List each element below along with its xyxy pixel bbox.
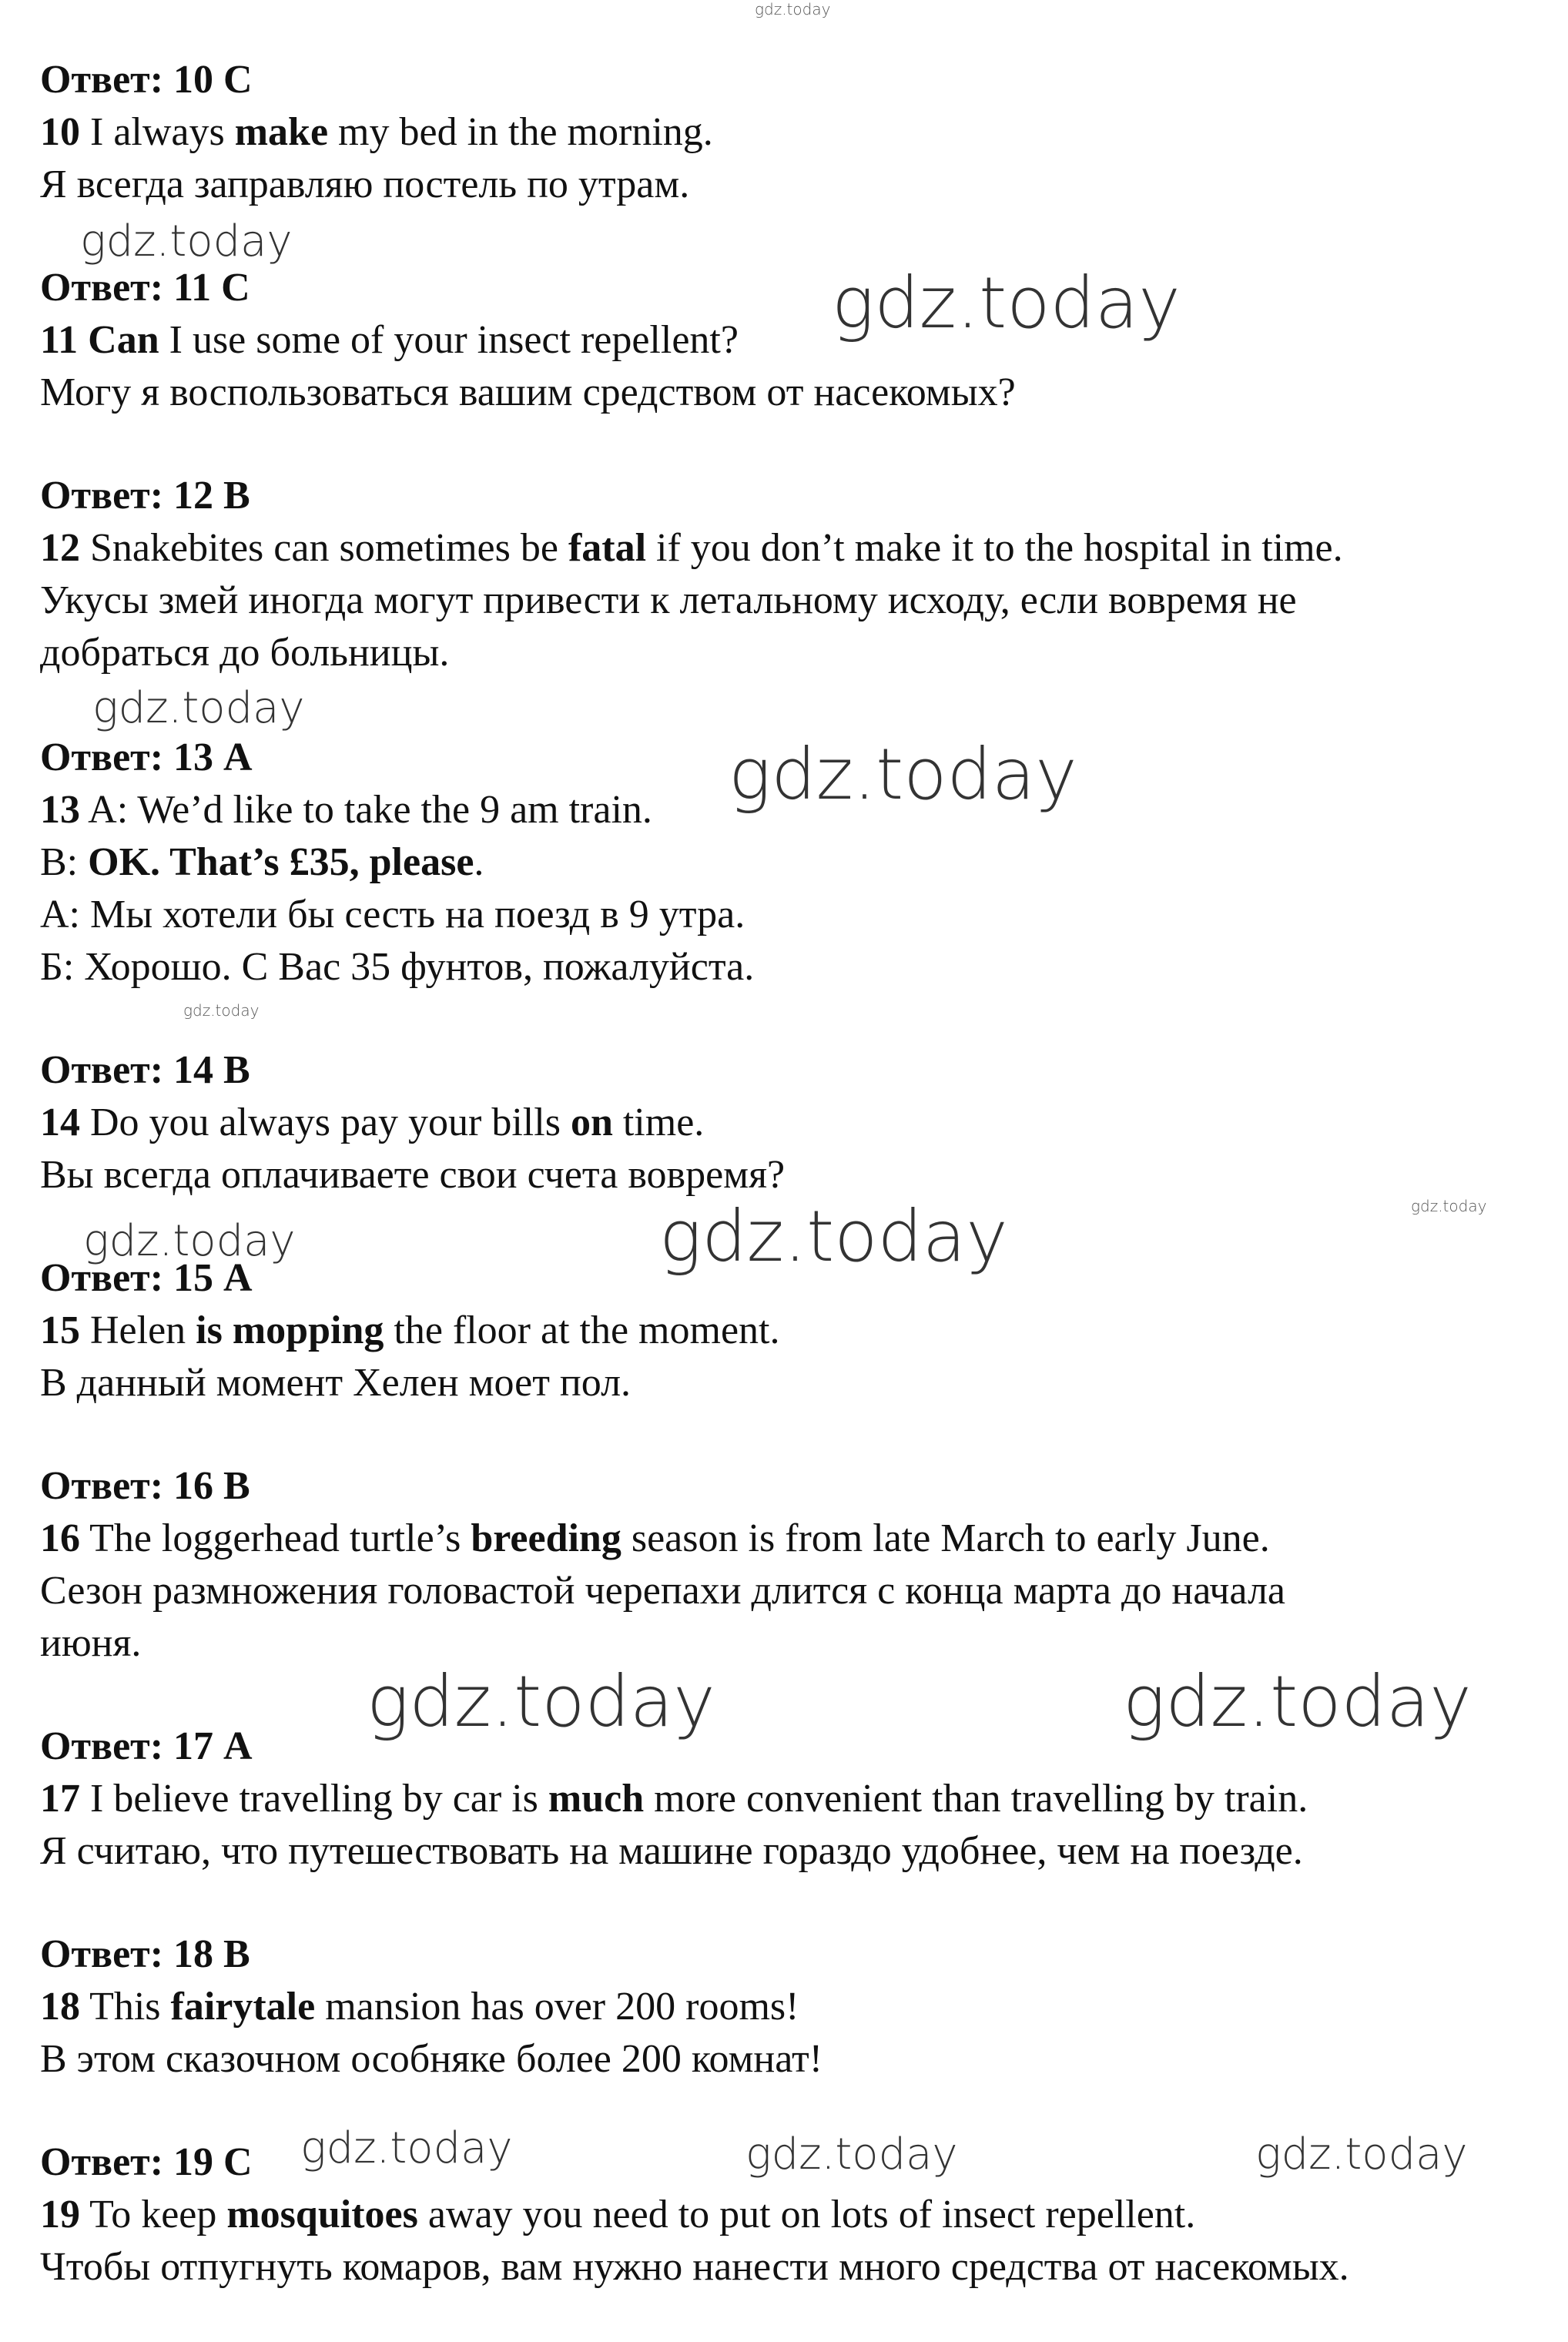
sentence-post: if you don’t make it to the hospital in time.	[656, 526, 1343, 570]
item-number: 11	[40, 318, 79, 362]
watermark-text: gdz.today	[183, 1001, 260, 1020]
watermark-text: gdz.today	[92, 683, 305, 733]
russian-translation: Чтобы отпугнуть комаров, вам нужно нанести много средства от насекомых.	[40, 2245, 1349, 2289]
answer-heading: Ответ: 16 B	[40, 1464, 250, 1508]
key-word: fairytale	[170, 1985, 316, 2029]
key-word: much	[548, 1777, 645, 1821]
sentence-post: my bed in the morning.	[338, 110, 713, 154]
answer-heading: Ответ: 18 B	[40, 1932, 250, 1976]
watermark-text: gdz.today	[755, 0, 831, 18]
watermark-text: gdz.today	[729, 733, 1077, 816]
key-word: OK. That’s £35, please	[88, 840, 474, 884]
key-word: make	[234, 110, 329, 154]
answer-heading: Ответ: 13 A	[40, 735, 253, 779]
item-number: 13	[40, 788, 80, 832]
russian-translation: добраться до больницы.	[40, 631, 450, 675]
english-sentence	[40, 1982, 799, 2032]
sentence-pre: Snakebites can sometimes be	[90, 526, 558, 570]
russian-translation: А: Мы хотели бы сесть на поезд в 9 утра.	[40, 893, 745, 936]
russian-translation: Укусы змей иногда могут привести к летальному исходу, если вовремя не	[40, 578, 1297, 622]
answer-heading: Ответ: 11 C	[40, 266, 250, 310]
english-sentence	[40, 1514, 1270, 1563]
item-number: 18	[40, 1985, 80, 2029]
item-number: 14	[40, 1101, 80, 1144]
russian-translation: Могу я воспользоваться вашим средством от насекомых?	[40, 370, 1016, 414]
english-sentence	[40, 1098, 704, 1148]
key-word: on	[570, 1101, 613, 1144]
russian-translation: В этом сказочном особняке более 200 комнат!	[40, 2037, 823, 2081]
russian-translation: Я считаю, что путешествовать на машине гораздо удобнее, чем на поезде.	[40, 1829, 1303, 1873]
speaker-label: B:	[40, 840, 79, 884]
key-word: fatal	[568, 526, 647, 570]
answer-heading: Ответ: 17 A	[40, 1724, 253, 1768]
sentence-pre: Do you always pay your bills	[90, 1101, 561, 1144]
watermark-text: gdz.today	[83, 1216, 296, 1266]
watermark-text: gdz.today	[80, 216, 293, 266]
russian-translation: июня.	[40, 1621, 142, 1665]
item-number: 15	[40, 1308, 80, 1352]
watermark-text: gdz.today	[659, 1195, 1008, 1278]
sentence-post: time.	[622, 1101, 705, 1144]
english-sentence	[40, 108, 713, 157]
answer-heading: Ответ: 19 C	[40, 2140, 253, 2184]
item-number: 10	[40, 110, 80, 154]
sentence-pre: This	[89, 1985, 161, 2029]
russian-translation: Б: Хорошо. С Вас 35 фунтов, пожалуйста.	[40, 945, 755, 989]
russian-translation: В данный момент Хелен моет пол.	[40, 1361, 632, 1405]
answer-heading: Ответ: 14 B	[40, 1048, 250, 1092]
watermark-text: gdz.today	[367, 1660, 715, 1743]
item-number: 17	[40, 1777, 80, 1821]
russian-translation: Я всегда заправляю постель по утрам.	[40, 162, 690, 206]
key-word: breeding	[471, 1516, 622, 1560]
sentence-post: mansion has over 200 rooms!	[325, 1985, 799, 2029]
answer-heading: Ответ: 10 C	[40, 58, 253, 102]
key-word: mosquitoes	[226, 2193, 418, 2236]
watermark-text: gdz.today	[832, 262, 1181, 344]
watermark-text: gdz.today	[745, 2129, 958, 2180]
watermark-text: gdz.today	[1255, 2129, 1468, 2180]
russian-translation: Вы всегда оплачиваете свои счета вовремя?	[40, 1153, 786, 1197]
sentence-pre: I believe travelling by car is	[90, 1777, 538, 1821]
answer-heading: Ответ: 15 A	[40, 1256, 253, 1300]
sentence-post: the floor at the moment.	[394, 1308, 780, 1352]
english-sentence	[40, 786, 652, 835]
answer-heading: Ответ: 12 B	[40, 474, 250, 518]
item-number: 19	[40, 2193, 80, 2236]
sentence-post: away you need to put on lots of insect repellent.	[427, 2193, 1196, 2236]
watermark-text: gdz.today	[1411, 1197, 1487, 1215]
key-word: Can	[88, 318, 159, 362]
english-sentence	[40, 1774, 1308, 1824]
sentence-post: .	[474, 840, 484, 884]
sentence-pre: A: We’d like to take the 9 am train.	[88, 788, 652, 832]
english-sentence	[40, 316, 739, 365]
sentence-post: season is from late March to early June.	[631, 1516, 1270, 1560]
watermark-text: gdz.today	[300, 2123, 513, 2173]
russian-translation: Сезон размножения головастой черепахи длится с конца марта до начала	[40, 1569, 1285, 1613]
sentence-post: more convenient than travelling by train.	[654, 1777, 1308, 1821]
sentence-pre: To keep	[89, 2193, 217, 2236]
english-sentence-reply	[40, 838, 484, 887]
english-sentence	[40, 2190, 1195, 2240]
english-sentence	[40, 524, 1343, 573]
english-sentence	[40, 1306, 779, 1355]
sentence-post: I use some of your insect repellent?	[169, 318, 739, 362]
sentence-pre: Helen	[90, 1308, 186, 1352]
item-number: 16	[40, 1516, 80, 1560]
sentence-pre: I always	[90, 110, 225, 154]
sentence-pre: The loggerhead turtle’s	[89, 1516, 461, 1560]
watermark-text: gdz.today	[1123, 1660, 1472, 1743]
item-number: 12	[40, 526, 80, 570]
key-word: is mopping	[196, 1308, 384, 1352]
